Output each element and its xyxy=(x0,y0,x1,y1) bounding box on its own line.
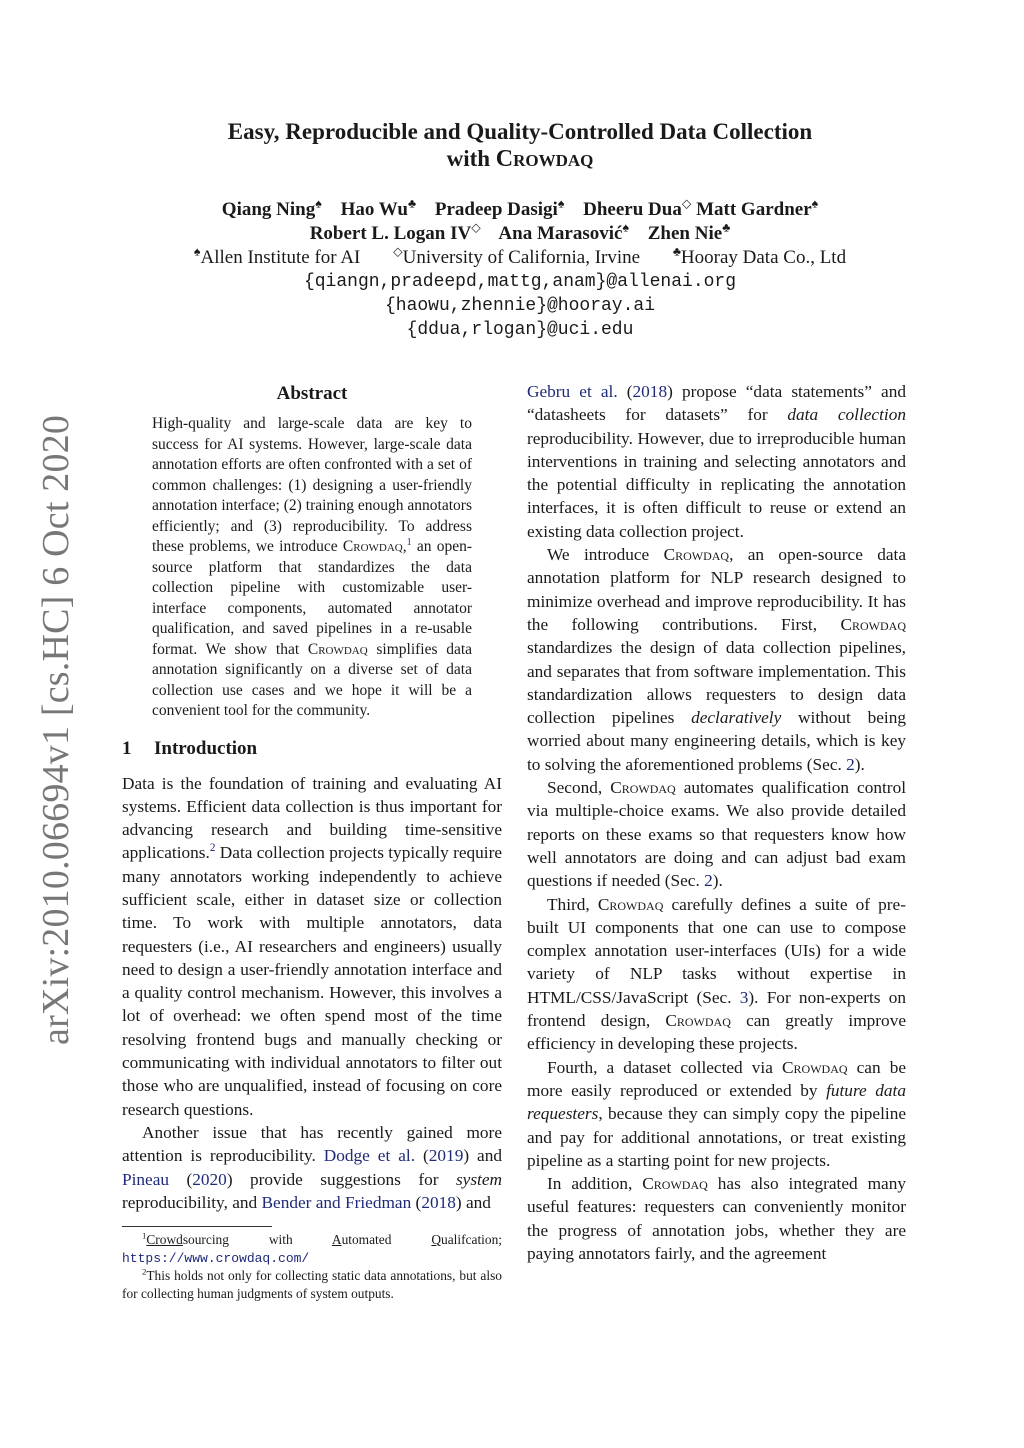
affiliation-mark: ◇ xyxy=(393,244,403,259)
body-paragraph: Third, Crowdaq carefully defines a suite of pre-built UI components that one can use to compose complex annotation user-interfaces (UIs) for a wide variety of NLP tasks without expertise in HTML/CSS/JavaScript (Sec. 3). For non-experts on frontend design, Crowdaq can greatly improve efficiency in developing these projects. xyxy=(527,894,907,1054)
affiliation: Allen Institute for AI xyxy=(200,247,361,268)
affiliation-mark: ◇ xyxy=(471,220,481,235)
section-ref-link[interactable]: 3 xyxy=(739,987,749,1007)
section-heading-introduction xyxy=(122,736,502,762)
affiliation-mark: ♠ xyxy=(557,196,565,211)
author-name: Zhen Nie xyxy=(647,223,723,244)
footnote-marker[interactable]: 1 xyxy=(406,536,412,548)
email-line: {haowu,zhennie}@hooray.ai xyxy=(384,296,656,316)
author-block xyxy=(120,198,920,342)
footnote-number: 2 xyxy=(142,1266,147,1277)
system-name: Crowdaq xyxy=(342,538,403,555)
footnote-2: $^2$This holds not only for collecting static data annotations, but also for collecting human judgments of system outputs. xyxy=(122,1266,502,1301)
title-line-1: Easy, Reproducible and Quality-Controlled Data Collection xyxy=(227,119,813,144)
author-name: Ana Marasović xyxy=(498,223,623,244)
intro-paragraph: Another issue that has recently gained more attention is reproducibility. Dodge et al. (2019) and Pineau (2020) provide suggestions for system reproducibility, and Bender and Friedman (2018) and xyxy=(122,1122,503,1212)
system-name: Crowdaq xyxy=(307,640,368,658)
footnote-url-link[interactable]: https://www.crowdaq.com/ xyxy=(122,1250,310,1266)
affiliation-mark: ♠ xyxy=(315,196,322,211)
author-name: Qiang Ning xyxy=(221,199,316,220)
system-name: Crowdaq xyxy=(663,545,730,565)
section-number: 1 xyxy=(122,737,132,759)
body-paragraph: Second, Crowdaq automates qualification control via multiple-choice exams. We also provide detailed reports on these exams so that requesters know how well annotators are doing and can adjust bad exam questions if needed (Sec. 2). xyxy=(527,778,907,891)
citation-year-link[interactable]: 2019 xyxy=(428,1146,464,1166)
citation-year-link[interactable]: 2018 xyxy=(632,382,668,401)
abstract-text: High-quality and large-scale data are key to success for AI systems. However, large-scale data annotation efforts are often confronted with a set of common challenges: (1) designing a user-friendly annotation interface; (2) training enough annotators efficiently; and (3) reproducibility. To address these problems, we introduce Crowdaq,$^1$ an open-source platform that standardizes the data collection pipeline with customizable user-interface components, automated annotator qualification, and saved pipelines in a re-usable format. We show that Crowdaq simplifies data annotation significantly on a diverse set of data collection use cases and we hope it will be a convenient tool for the community. xyxy=(152,415,473,719)
citation-link[interactable]: Dodge et al. xyxy=(323,1146,416,1166)
emphasis: future data requesters xyxy=(527,1080,907,1124)
footnote-marker[interactable]: 2 xyxy=(209,842,216,855)
body-paragraph: We introduce Crowdaq, an open-source data annotation platform for NLP research designed to minimize overhead and improve reproducibility. It has the following contributions. First, Crowdaq standardizes the design of data collection pipelines, and separates that from software implementation. This standardization allows requesters to design data collection pipelines declaratively without being worried about many engineering details, which is key to solving the aforementioned problems (Sec. 2). xyxy=(527,545,907,774)
system-name: Crowdaq xyxy=(642,1174,708,1194)
body-paragraph: Gebru et al. (2018) propose “data statements” and “datasheets for datasets” for data collection reproducibility. However, due to irreproducible human interventions in training and selecting annotators and the potential difficulty in replicating the annotation interfaces, it is often difficult to reuse or extend an existing data collection project. xyxy=(527,382,906,541)
arxiv-identifier-stamp: arXiv:2010.06694v1 [cs.HC] 6 Oct 2020 xyxy=(35,414,77,1045)
affiliation-mark: ♠ xyxy=(622,220,629,235)
emphasis: data collection xyxy=(787,405,906,425)
title-system-name: Crowdaq xyxy=(495,146,594,172)
author-name: Pradeep Dasigi xyxy=(434,199,558,220)
affiliation: Hooray Data Co., Ltd xyxy=(680,247,847,268)
author-line-1 xyxy=(120,198,920,222)
section-title: Introduction xyxy=(154,737,258,759)
citation-link[interactable]: Pineau xyxy=(122,1169,170,1189)
title-line-2 xyxy=(150,145,890,173)
author-line-2 xyxy=(120,222,920,246)
footnote-divider xyxy=(122,1226,272,1227)
affiliation-line xyxy=(120,246,920,270)
emphasis: system xyxy=(455,1169,503,1189)
email-line: {ddua,rlogan}@uci.edu xyxy=(406,320,634,340)
body-paragraph: In addition, Crowdaq has also integrated many useful features: requesters can conveniently monitor the progress of annotation jobs, whether they are paying annotators fairly, and the agreement xyxy=(527,1174,907,1263)
system-name: Crowdaq xyxy=(597,894,664,914)
system-name: Crowdaq xyxy=(840,614,906,634)
email-line: {qiangn,pradeepd,mattg,anam}@allenai.org xyxy=(303,272,737,292)
system-name: Crowdaq xyxy=(782,1057,848,1077)
citation-link[interactable]: Bender and Friedman xyxy=(261,1192,412,1212)
footnote-1: $^1$Crowdsourcing with Automated Qualifcation; https://www.crowdaq.com/ xyxy=(122,1230,502,1266)
system-name: Crowdaq xyxy=(665,1011,731,1031)
author-name: Dheeru Dua xyxy=(583,199,682,220)
abstract-heading: Abstract xyxy=(276,383,348,404)
affiliation-mark: ◇ xyxy=(681,196,692,211)
affiliation: University of California, Irvine xyxy=(402,247,641,268)
footnote-number: 1 xyxy=(142,1230,147,1241)
system-name: Crowdaq xyxy=(610,778,676,798)
title-line-2-prefix: with xyxy=(446,146,496,171)
intro-paragraph: Data is the foundation of training and evaluating AI systems. Efficient data collection is thus important for advancing research and building time-sensitive applications.$^2$ Data collection projects typically require many annotators working independently to achieve sufficient scale, either in dataset size or collection time. To work with multiple annotators, data requesters (i.e., AI researchers and engineers) usually need to design a user-friendly annotation interface and a quality control mechanism. However, this involves a lot of overhead: we often spend most of the time resolving frontend bugs and manually checking or communicating with individual annotators to filter out those who are unqualified, instead of focusing on core research questions. xyxy=(122,773,502,1119)
section-ref-link[interactable]: 2 xyxy=(846,754,855,774)
right-column xyxy=(527,380,906,1265)
body-paragraph: Fourth, a dataset collected via Crowdaq can be more easily reproduced or extended by future data requesters, because they can simply copy the pipeline and pay for additional annotations, or treat existing pipeline as a starting point for new projects. xyxy=(527,1057,907,1170)
paper-title xyxy=(150,118,890,173)
citation-year-link[interactable]: 2020 xyxy=(192,1169,227,1189)
affiliation-mark: ♣ xyxy=(407,196,417,211)
citation-link[interactable]: Gebru et al. xyxy=(527,382,618,401)
affiliation-mark: ♠ xyxy=(811,196,819,211)
author-name: Matt Gardner xyxy=(696,199,812,220)
citation-year-link[interactable]: 2018 xyxy=(421,1192,456,1212)
affiliation-mark: ♣ xyxy=(672,244,681,259)
section-ref-link[interactable]: 2 xyxy=(704,871,713,891)
affiliation-mark: ♣ xyxy=(722,220,731,235)
author-name: Hao Wu xyxy=(340,199,408,220)
left-column xyxy=(122,380,502,1302)
author-name: Robert L. Logan IV xyxy=(309,223,472,244)
affiliation-mark: ♠ xyxy=(193,244,201,259)
emphasis: declaratively xyxy=(691,708,782,728)
